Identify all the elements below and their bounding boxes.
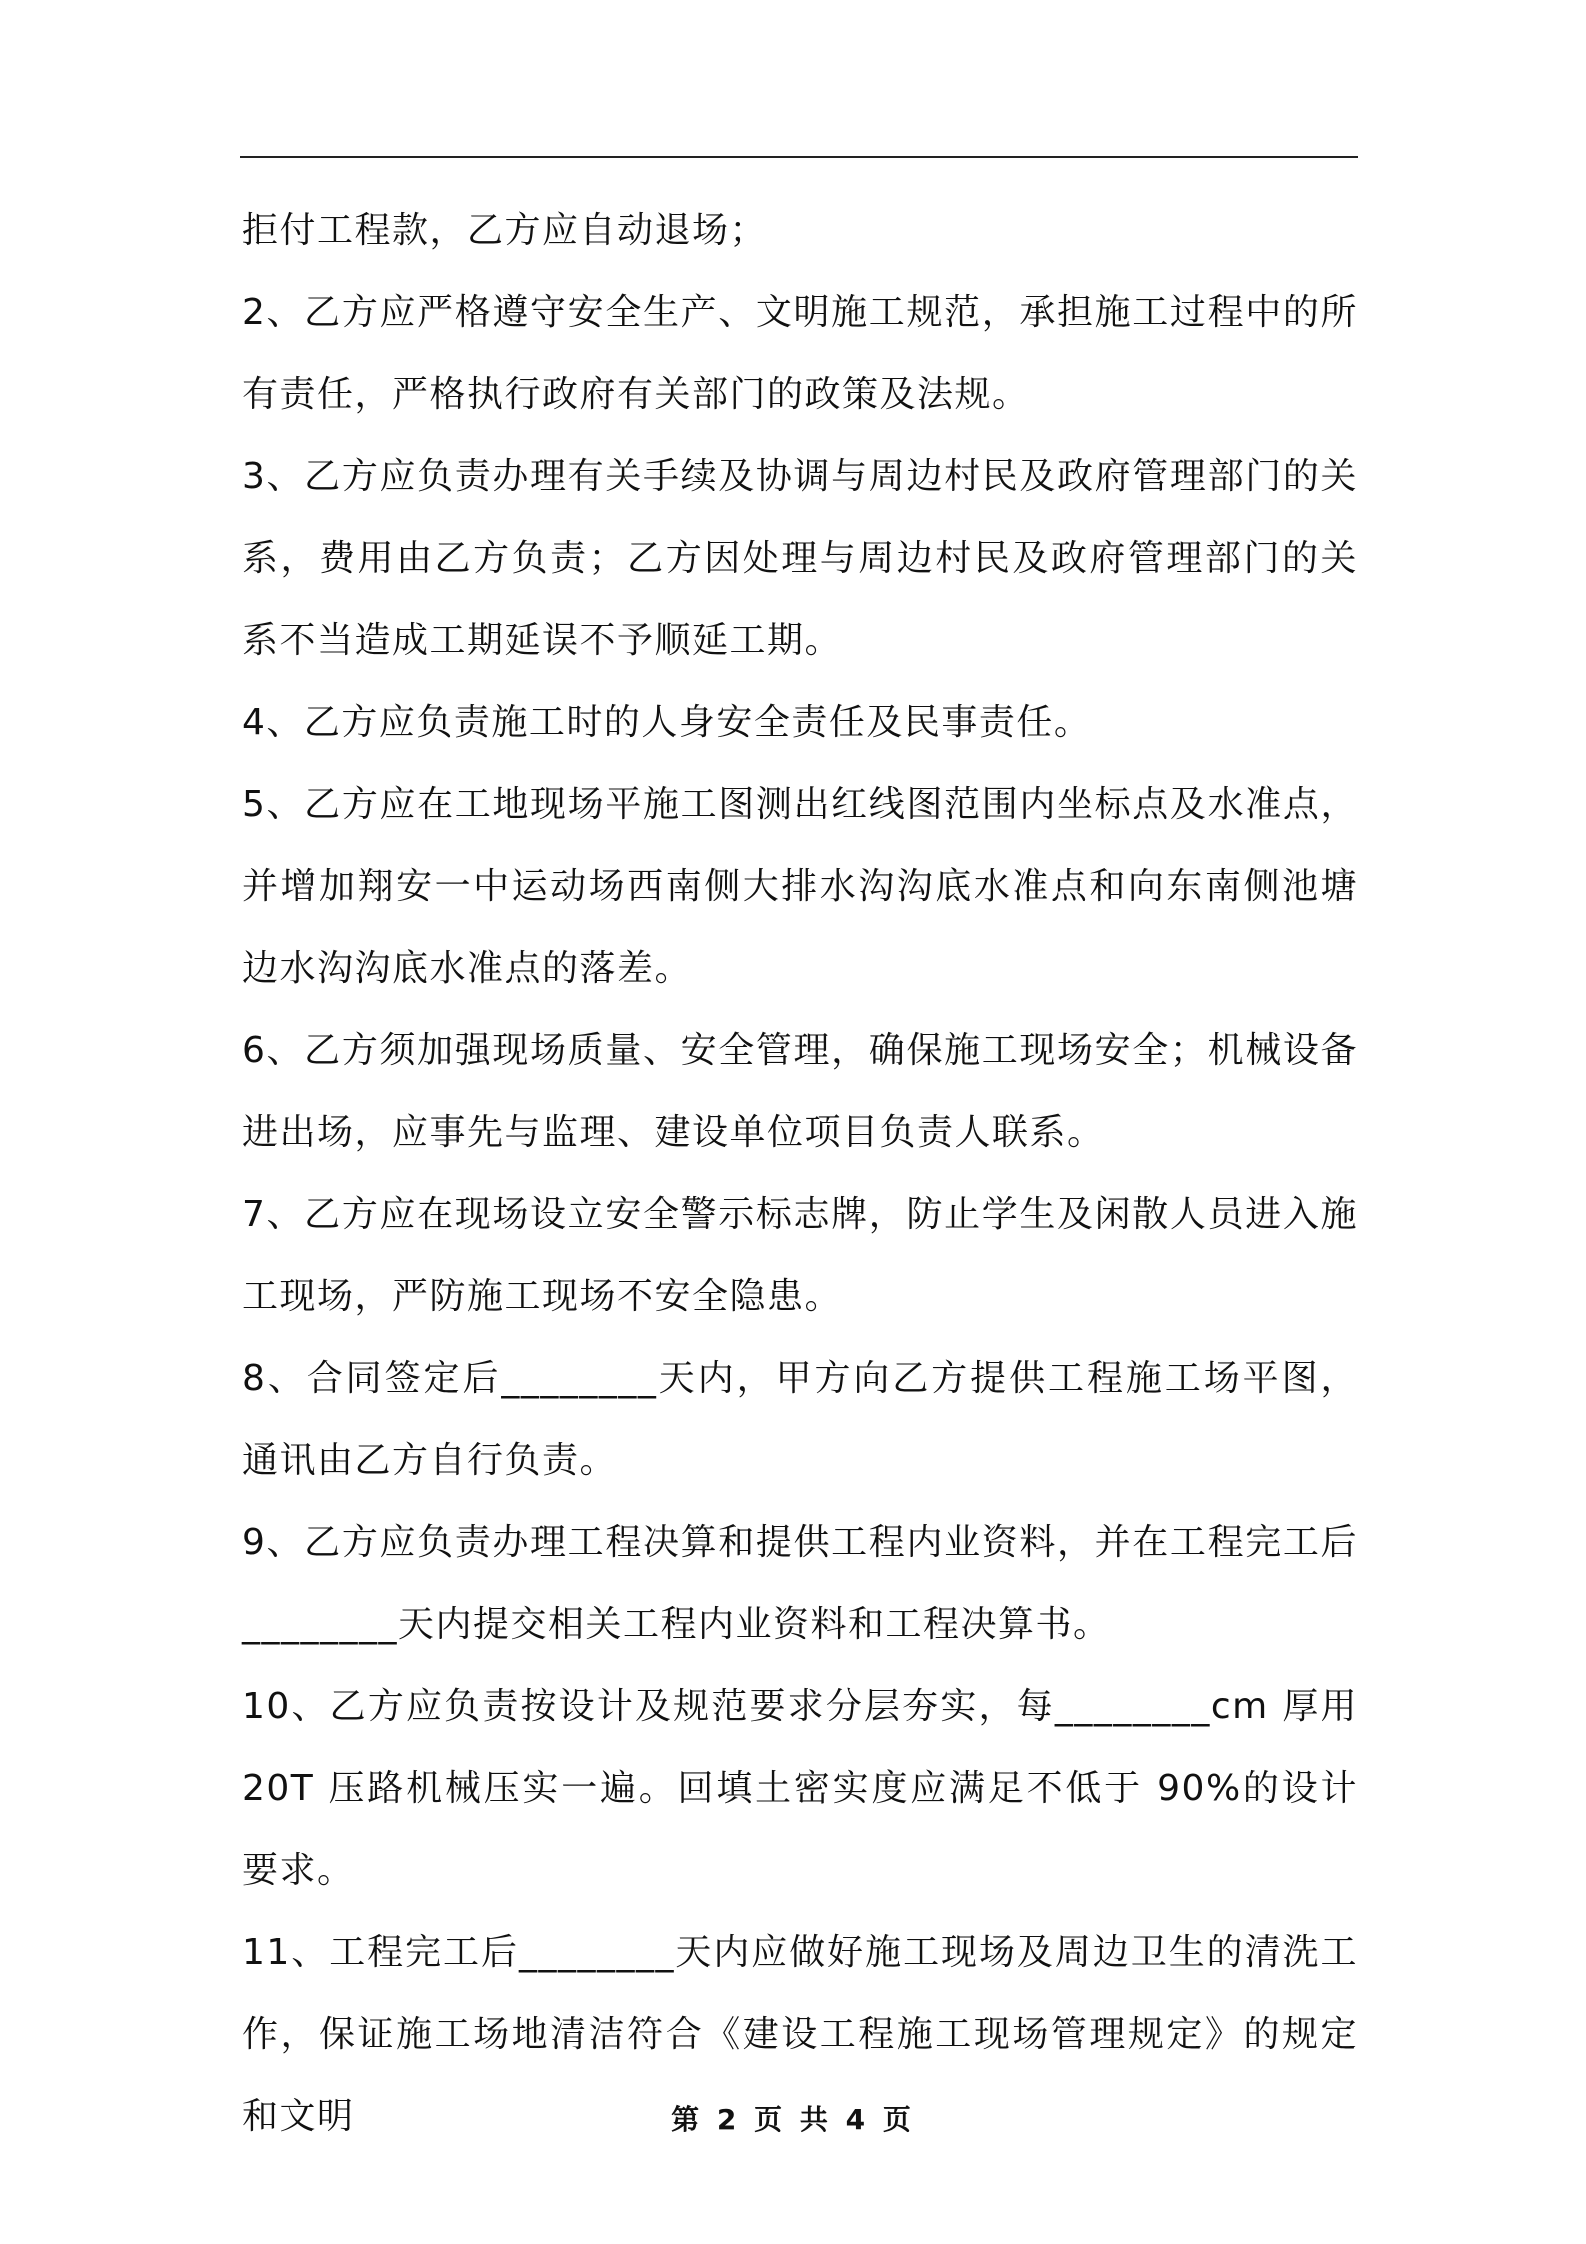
paragraph: 8、合同签定后________天内，甲方向乙方提供工程施工场平图，通讯由乙方自行负责。 <box>242 1358 1358 1481</box>
paragraph: 9、乙方应负责办理工程决算和提供工程内业资料，并在工程完工后________天内提交相关工程内业资料和工程决算书。 <box>242 1522 1358 1645</box>
paragraph: 6、乙方须加强现场质量、安全管理，确保施工现场安全；机械设备进出场，应事先与监理、建设单位项目负责人联系。 <box>242 1030 1358 1153</box>
paragraph: 拒付工程款，乙方应自动退场； <box>242 210 768 251</box>
paragraph: 3、乙方应负责办理有关手续及协调与周边村民及政府管理部门的关系，费用由乙方负责；乙方因处理与周边村民及政府管理部门的关系不当造成工期延误不予顺延工期。 <box>242 456 1358 661</box>
document-body <box>242 190 1358 2158</box>
paragraph: 4、乙方应负责施工时的人身安全责任及民事责任。 <box>242 702 1092 743</box>
paragraph: 5、乙方应在工地现场平施工图测出红线图范围内坐标点及水准点，并增加翔安一中运动场西南侧大排水沟沟底水准点和向东南侧池塘边水沟沟底水准点的落差。 <box>242 784 1358 989</box>
paragraph: 2、乙方应严格遵守安全生产、文明施工规范，承担施工过程中的所有责任，严格执行政府有关部门的政策及法规。 <box>242 292 1358 415</box>
paragraph: 10、乙方应负责按设计及规范要求分层夯实，每________cm 厚用 20T 压路机械压实一遍。回填土密实度应满足不低于 90%的设计要求。 <box>242 1686 1358 1891</box>
paragraph: 7、乙方应在现场设立安全警示标志牌，防止学生及闲散人员进入施工现场，严防施工现场不安全隐患。 <box>242 1194 1358 1317</box>
paragraph: 11、工程完工后________天内应做好施工现场及周边卫生的清洗工作，保证施工场地清洁符合《建设工程施工现场管理规定》的规定和文明 <box>242 1932 1358 2137</box>
header-rule <box>240 156 1358 158</box>
page-number: 第 2 页 共 4 页 <box>671 2103 915 2136</box>
